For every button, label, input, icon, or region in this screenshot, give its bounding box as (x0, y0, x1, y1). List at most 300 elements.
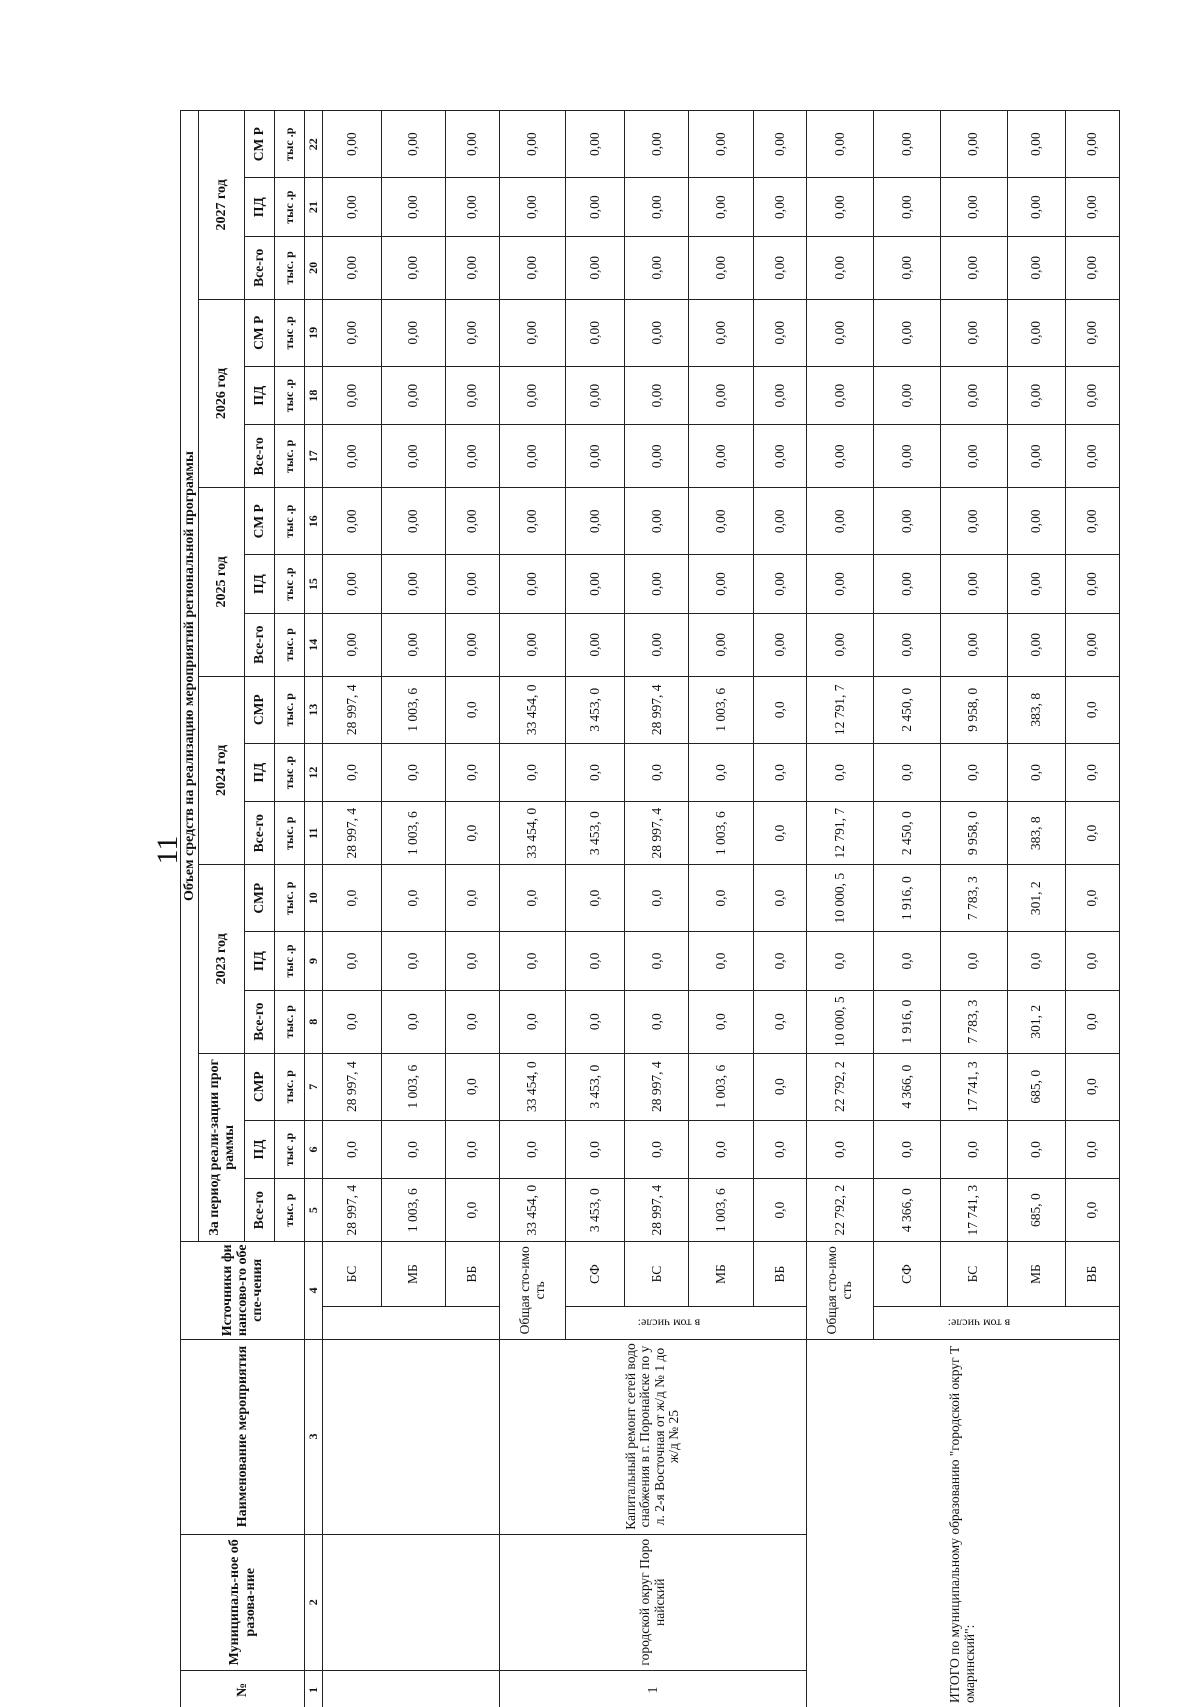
value-cell: 0,00 (381, 178, 445, 236)
value-cell: 0,0 (689, 743, 753, 801)
value-cell: 0,00 (940, 178, 1007, 236)
value-cell: 0,0 (381, 1120, 445, 1178)
value-cell: 0,0 (446, 743, 499, 801)
value-cell: 0,00 (499, 425, 566, 488)
value-cell: 0,00 (1007, 111, 1066, 178)
value-cell: 0,00 (381, 366, 445, 424)
table-row (499, 111, 566, 1707)
value-cell: 0,0 (753, 1120, 806, 1178)
value-cell: 0,0 (689, 990, 753, 1053)
value-cell: 0,0 (1066, 802, 1120, 865)
value-cell: 0,00 (499, 299, 566, 366)
value-cell: 0,00 (446, 366, 499, 424)
col-header-year-2023: 2023 год (199, 865, 245, 1053)
value-cell: 0,0 (753, 743, 806, 801)
source-cell: БС (625, 1242, 689, 1307)
value-cell: 0,0 (1007, 743, 1066, 801)
value-cell: 0,00 (873, 366, 940, 424)
value-cell: 0,0 (381, 865, 445, 932)
table-row (323, 111, 382, 1707)
value-cell: 0,00 (625, 299, 689, 366)
value-cell: 0,00 (323, 111, 382, 178)
value-cell: 0,00 (940, 555, 1007, 613)
value-cell: 0,00 (566, 111, 625, 178)
source-cell: МБ (381, 1242, 445, 1307)
value-cell: 0,00 (807, 555, 874, 613)
value-cell: 1 003, 6 (381, 1053, 445, 1120)
value-cell: 0,00 (873, 613, 940, 676)
rotated-table-wrapper (180, 110, 1120, 1707)
value-cell: 0,0 (499, 990, 566, 1053)
col-header-period: За период реали-зации программы (199, 1053, 245, 1241)
value-cell: 0,0 (381, 743, 445, 801)
value-cell: 3 453, 0 (566, 676, 625, 743)
sub-header: ПД (245, 555, 275, 613)
sub-header: ПД (245, 366, 275, 424)
source-cell: БС (323, 1242, 382, 1307)
value-cell: 0,0 (807, 1120, 874, 1178)
value-cell: 0,00 (323, 299, 382, 366)
value-cell: 383, 8 (1007, 676, 1066, 743)
value-cell: 22 792, 2 (807, 1053, 874, 1120)
value-cell: 0,0 (446, 990, 499, 1053)
value-cell: 0,00 (381, 613, 445, 676)
value-cell: 4 366, 0 (873, 1179, 940, 1242)
value-cell: 0,0 (940, 932, 1007, 990)
in-that-cell (873, 1307, 1119, 1339)
sub-header: СМР (245, 676, 275, 743)
in-that-cell (566, 1307, 807, 1339)
value-cell: 28 997, 4 (323, 802, 382, 865)
column-number: 5 (305, 1179, 323, 1242)
value-cell: 0,0 (566, 743, 625, 801)
value-cell: 22 792, 2 (807, 1179, 874, 1242)
value-cell: 0,00 (566, 178, 625, 236)
value-cell: 28 997, 4 (323, 1053, 382, 1120)
sub-header: СМ Р (245, 299, 275, 366)
value-cell: 0,00 (807, 178, 874, 236)
value-cell: 0,00 (323, 488, 382, 555)
value-cell: 0,00 (446, 111, 499, 178)
unit-header: тыс .р (275, 299, 305, 366)
value-cell: 0,00 (807, 366, 874, 424)
unit-header: тыс .р (275, 932, 305, 990)
value-cell: 0,0 (1066, 865, 1120, 932)
value-cell: 0,00 (807, 236, 874, 299)
column-number: 12 (305, 743, 323, 801)
value-cell: 0,00 (566, 613, 625, 676)
value-cell: 33 454, 0 (499, 1053, 566, 1120)
value-cell: 28 997, 4 (323, 1179, 382, 1242)
unit-header: тыс .р (275, 178, 305, 236)
sub-header: СМ Р (245, 488, 275, 555)
value-cell: 0,0 (566, 990, 625, 1053)
value-cell: 1 003, 6 (689, 802, 753, 865)
in-that-label: в том числе: (947, 1316, 1011, 1331)
value-cell: 0,00 (689, 613, 753, 676)
col-header-year-2026: 2026 год (199, 299, 245, 487)
value-cell: 0,0 (1066, 990, 1120, 1053)
value-cell: 0,00 (940, 425, 1007, 488)
value-cell: 3 453, 0 (566, 1053, 625, 1120)
value-cell: 0,00 (499, 178, 566, 236)
value-cell: 0,00 (381, 425, 445, 488)
value-cell: 0,00 (1066, 425, 1120, 488)
value-cell: 0,00 (1007, 236, 1066, 299)
column-number: 13 (305, 676, 323, 743)
value-cell: 10 000, 5 (807, 865, 874, 932)
value-cell: 0,00 (625, 555, 689, 613)
value-cell: 0,00 (940, 236, 1007, 299)
value-cell: 0,00 (1066, 178, 1120, 236)
value-cell: 0,00 (381, 555, 445, 613)
value-cell: 0,0 (1007, 1120, 1066, 1178)
sub-header: Все-го (245, 425, 275, 488)
unit-header: тыс .р (275, 488, 305, 555)
value-cell: 0,00 (566, 488, 625, 555)
value-cell: 0,00 (873, 299, 940, 366)
col-header-measure: Наименование мероприятия (181, 1339, 305, 1534)
value-cell: 0,0 (323, 743, 382, 801)
unit-header: тыс. р (275, 990, 305, 1053)
value-cell: 0,0 (446, 932, 499, 990)
value-cell: 33 454, 0 (499, 676, 566, 743)
value-cell: 2 450, 0 (873, 676, 940, 743)
unit-header: тыс .р (275, 366, 305, 424)
col-header-source: Источники финансово-го обеспе-чения (181, 1242, 305, 1339)
value-cell: 0,00 (689, 299, 753, 366)
value-cell: 0,0 (625, 865, 689, 932)
column-number: 8 (305, 990, 323, 1053)
value-cell: 0,00 (873, 178, 940, 236)
value-cell: 0,00 (625, 366, 689, 424)
value-cell: 0,00 (753, 111, 806, 178)
column-number: 3 (305, 1339, 323, 1534)
value-cell: 0,00 (1007, 555, 1066, 613)
value-cell: 0,00 (753, 236, 806, 299)
value-cell: 0,00 (323, 178, 382, 236)
value-cell: 0,0 (566, 1120, 625, 1178)
value-cell: 0,0 (446, 1053, 499, 1120)
col-header-year-2024: 2024 год (199, 676, 245, 864)
source-cell: МБ (689, 1242, 753, 1307)
unit-header: тыс. р (275, 676, 305, 743)
value-cell: 17 741, 3 (940, 1053, 1007, 1120)
value-cell: 0,0 (381, 990, 445, 1053)
value-cell: 0,00 (323, 613, 382, 676)
value-cell: 1 003, 6 (381, 802, 445, 865)
column-number: 1 (305, 1671, 323, 1707)
value-cell: 0,00 (499, 488, 566, 555)
value-cell: 0,0 (499, 1120, 566, 1178)
number-cell-empty (323, 1671, 499, 1707)
value-cell: 0,00 (753, 366, 806, 424)
value-cell: 0,00 (689, 178, 753, 236)
value-cell: 0,00 (940, 299, 1007, 366)
value-cell: 0,00 (446, 425, 499, 488)
value-cell: 1 003, 6 (689, 676, 753, 743)
sub-header: ПД (245, 932, 275, 990)
value-cell: 0,00 (323, 236, 382, 299)
column-number: 4 (305, 1242, 323, 1339)
value-cell: 0,0 (446, 1120, 499, 1178)
value-cell: 0,0 (1066, 1120, 1120, 1178)
value-cell: 0,00 (689, 366, 753, 424)
source-cell: ВБ (1066, 1242, 1120, 1307)
value-cell: 0,0 (446, 865, 499, 932)
unit-header: тыс. р (275, 1053, 305, 1120)
page-number: 11 (151, 835, 184, 865)
value-cell: 28 997, 4 (625, 802, 689, 865)
value-cell: 0,00 (499, 111, 566, 178)
municipality-name: городской округ Поронайский (499, 1534, 806, 1670)
value-cell: 28 997, 4 (625, 676, 689, 743)
value-cell: 0,00 (1066, 613, 1120, 676)
value-cell: 0,00 (689, 488, 753, 555)
value-cell: 0,00 (1066, 555, 1120, 613)
col-header-year-2025: 2025 год (199, 488, 245, 676)
value-cell: 0,00 (446, 236, 499, 299)
value-cell: 0,00 (753, 488, 806, 555)
sub-header: СМР (245, 1053, 275, 1120)
value-cell: 0,00 (1007, 488, 1066, 555)
value-cell: 0,00 (625, 613, 689, 676)
source-cell: БС (940, 1242, 1007, 1307)
source-cell: СФ (873, 1242, 940, 1307)
value-cell: 0,00 (807, 111, 874, 178)
value-cell: 0,00 (689, 555, 753, 613)
value-cell: 33 454, 0 (499, 1179, 566, 1242)
value-cell: 0,00 (940, 366, 1007, 424)
column-number: 6 (305, 1120, 323, 1178)
sub-header: ПД (245, 178, 275, 236)
value-cell: 0,00 (1007, 425, 1066, 488)
value-cell: 0,00 (499, 236, 566, 299)
unit-header: тыс .р (275, 743, 305, 801)
value-cell: 0,00 (807, 488, 874, 555)
col-header-year-2027: 2027 год (199, 111, 245, 300)
value-cell: 0,0 (323, 990, 382, 1053)
column-number: 21 (305, 178, 323, 236)
value-cell: 0,0 (873, 743, 940, 801)
column-number: 15 (305, 555, 323, 613)
value-cell: 33 454, 0 (499, 802, 566, 865)
value-cell: 0,0 (625, 1120, 689, 1178)
sub-header: Все-го (245, 802, 275, 865)
value-cell: 0,00 (807, 613, 874, 676)
value-cell: 0,0 (753, 1053, 806, 1120)
value-cell: 1 003, 6 (689, 1053, 753, 1120)
value-cell: 0,00 (940, 488, 1007, 555)
value-cell: 0,00 (1066, 111, 1120, 178)
value-cell: 0,0 (499, 932, 566, 990)
value-cell: 0,00 (446, 178, 499, 236)
value-cell: 0,00 (689, 425, 753, 488)
value-cell: 0,0 (753, 676, 806, 743)
value-cell: 0,00 (446, 613, 499, 676)
value-cell: 0,0 (1066, 743, 1120, 801)
value-cell: 0,0 (1066, 676, 1120, 743)
source-cell: СФ (566, 1242, 625, 1307)
value-cell: 0,00 (625, 178, 689, 236)
value-cell: 0,0 (753, 990, 806, 1053)
value-cell: 0,0 (753, 932, 806, 990)
value-cell: 0,0 (323, 932, 382, 990)
sub-header: СМ Р (245, 111, 275, 178)
measure-cell-empty (323, 1339, 499, 1534)
value-cell: 4 366, 0 (873, 1053, 940, 1120)
column-number: 22 (305, 111, 323, 178)
value-cell: 0,00 (499, 613, 566, 676)
value-cell: 0,0 (446, 676, 499, 743)
value-cell: 0,00 (873, 111, 940, 178)
value-cell: 0,00 (873, 488, 940, 555)
measure-name: Капитальный ремонт сетей водоснабжения в г. Поронайске по ул. 2-я Восточная от ж/д № 1 до ж/д № 25 (499, 1339, 806, 1534)
value-cell: 0,00 (1066, 299, 1120, 366)
value-cell: 7 783, 3 (940, 865, 1007, 932)
value-cell: 0,00 (381, 299, 445, 366)
value-cell: 0,0 (873, 932, 940, 990)
column-number: 10 (305, 865, 323, 932)
value-cell: 0,00 (566, 366, 625, 424)
col-header-volume: Объем средств на реализацию мероприятий региональной программы (181, 111, 199, 1242)
value-cell: 0,0 (446, 802, 499, 865)
value-cell: 0,0 (940, 743, 1007, 801)
value-cell: 12 791, 7 (807, 676, 874, 743)
value-cell: 0,00 (625, 425, 689, 488)
col-header-number: № (181, 1671, 305, 1707)
value-cell: 0,0 (323, 865, 382, 932)
value-cell: 0,0 (753, 865, 806, 932)
in-that-label: в том числе: (637, 1316, 700, 1331)
value-cell: 0,00 (499, 555, 566, 613)
column-number: 16 (305, 488, 323, 555)
value-cell: 17 741, 3 (940, 1179, 1007, 1242)
value-cell: 0,00 (873, 555, 940, 613)
value-cell: 0,0 (625, 990, 689, 1053)
value-cell: 0,00 (381, 111, 445, 178)
funding-table (180, 110, 1120, 1707)
value-cell: 1 003, 6 (381, 676, 445, 743)
value-cell: 0,00 (753, 555, 806, 613)
value-cell: 0,00 (1007, 366, 1066, 424)
source-cell: ВБ (446, 1242, 499, 1307)
value-cell: 0,00 (689, 111, 753, 178)
value-cell: 0,00 (873, 425, 940, 488)
value-cell: 0,00 (753, 299, 806, 366)
value-cell: 685, 0 (1007, 1053, 1066, 1120)
value-cell: 0,00 (1007, 178, 1066, 236)
value-cell: 0,0 (753, 802, 806, 865)
value-cell: 1 003, 6 (689, 1179, 753, 1242)
value-cell: 383, 8 (1007, 802, 1066, 865)
column-number: 17 (305, 425, 323, 488)
column-number: 9 (305, 932, 323, 990)
value-cell: 0,0 (689, 865, 753, 932)
unit-header: тыс .р (275, 1120, 305, 1178)
column-number: 20 (305, 236, 323, 299)
col-header-mo: Муниципаль-ное образова-ние (181, 1534, 305, 1670)
table-row (807, 111, 874, 1707)
value-cell: 0,0 (940, 1120, 1007, 1178)
value-cell: 0,00 (625, 111, 689, 178)
value-cell: 0,0 (625, 743, 689, 801)
unit-header: тыс .р (275, 555, 305, 613)
value-cell: 0,0 (1066, 1179, 1120, 1242)
value-cell: 9 958, 0 (940, 676, 1007, 743)
value-cell: 0,00 (381, 236, 445, 299)
value-cell: 0,0 (1066, 1053, 1120, 1120)
value-cell: 0,0 (566, 932, 625, 990)
value-cell: 0,0 (446, 1179, 499, 1242)
value-cell: 10 000, 5 (807, 990, 874, 1053)
value-cell: 9 958, 0 (940, 802, 1007, 865)
value-cell: 0,00 (625, 236, 689, 299)
column-number: 18 (305, 366, 323, 424)
value-cell: 0,00 (1007, 299, 1066, 366)
source-cell: ВБ (753, 1242, 806, 1307)
value-cell: 0,00 (753, 425, 806, 488)
value-cell: 1 916, 0 (873, 990, 940, 1053)
value-cell: 685, 0 (1007, 1179, 1066, 1242)
value-cell: 28 997, 4 (323, 676, 382, 743)
value-cell: 0,0 (499, 743, 566, 801)
value-cell: 28 997, 4 (625, 1179, 689, 1242)
source-cell: Общая сто-имость (807, 1242, 874, 1339)
unit-header: тыс. р (275, 236, 305, 299)
value-cell: 3 453, 0 (566, 802, 625, 865)
column-number: 19 (305, 299, 323, 366)
value-cell: 0,0 (807, 743, 874, 801)
value-cell: 0,00 (499, 366, 566, 424)
unit-header: тыс .р (275, 111, 305, 178)
value-cell: 0,0 (323, 1120, 382, 1178)
sub-header: ПД (245, 1120, 275, 1178)
sub-header: ПД (245, 743, 275, 801)
in-that-cell-empty (323, 1307, 499, 1339)
value-cell: 0,0 (566, 865, 625, 932)
value-cell: 0,00 (873, 236, 940, 299)
value-cell: 12 791, 7 (807, 802, 874, 865)
unit-header: тыс. р (275, 1179, 305, 1242)
unit-header: тыс. р (275, 425, 305, 488)
value-cell: 0,0 (1066, 932, 1120, 990)
value-cell: 0,0 (689, 1120, 753, 1178)
value-cell: 0,0 (1007, 932, 1066, 990)
value-cell: 0,0 (807, 932, 874, 990)
sub-header: Все-го (245, 236, 275, 299)
value-cell: 0,00 (753, 178, 806, 236)
value-cell: 0,00 (446, 488, 499, 555)
value-cell: 0,00 (940, 613, 1007, 676)
source-cell: МБ (1007, 1242, 1066, 1307)
value-cell: 0,00 (566, 425, 625, 488)
value-cell: 2 450, 0 (873, 802, 940, 865)
value-cell: 0,00 (1066, 366, 1120, 424)
value-cell: 0,00 (381, 488, 445, 555)
source-cell: Общая сто-имость (499, 1242, 566, 1339)
value-cell: 0,00 (1066, 488, 1120, 555)
value-cell: 0,00 (566, 299, 625, 366)
value-cell: 0,0 (625, 932, 689, 990)
value-cell: 0,00 (807, 299, 874, 366)
value-cell: 0,00 (807, 425, 874, 488)
column-number: 14 (305, 613, 323, 676)
unit-header: тыс. р (275, 802, 305, 865)
value-cell: 0,00 (1007, 613, 1066, 676)
sub-header: Все-го (245, 990, 275, 1053)
value-cell: 301, 2 (1007, 990, 1066, 1053)
